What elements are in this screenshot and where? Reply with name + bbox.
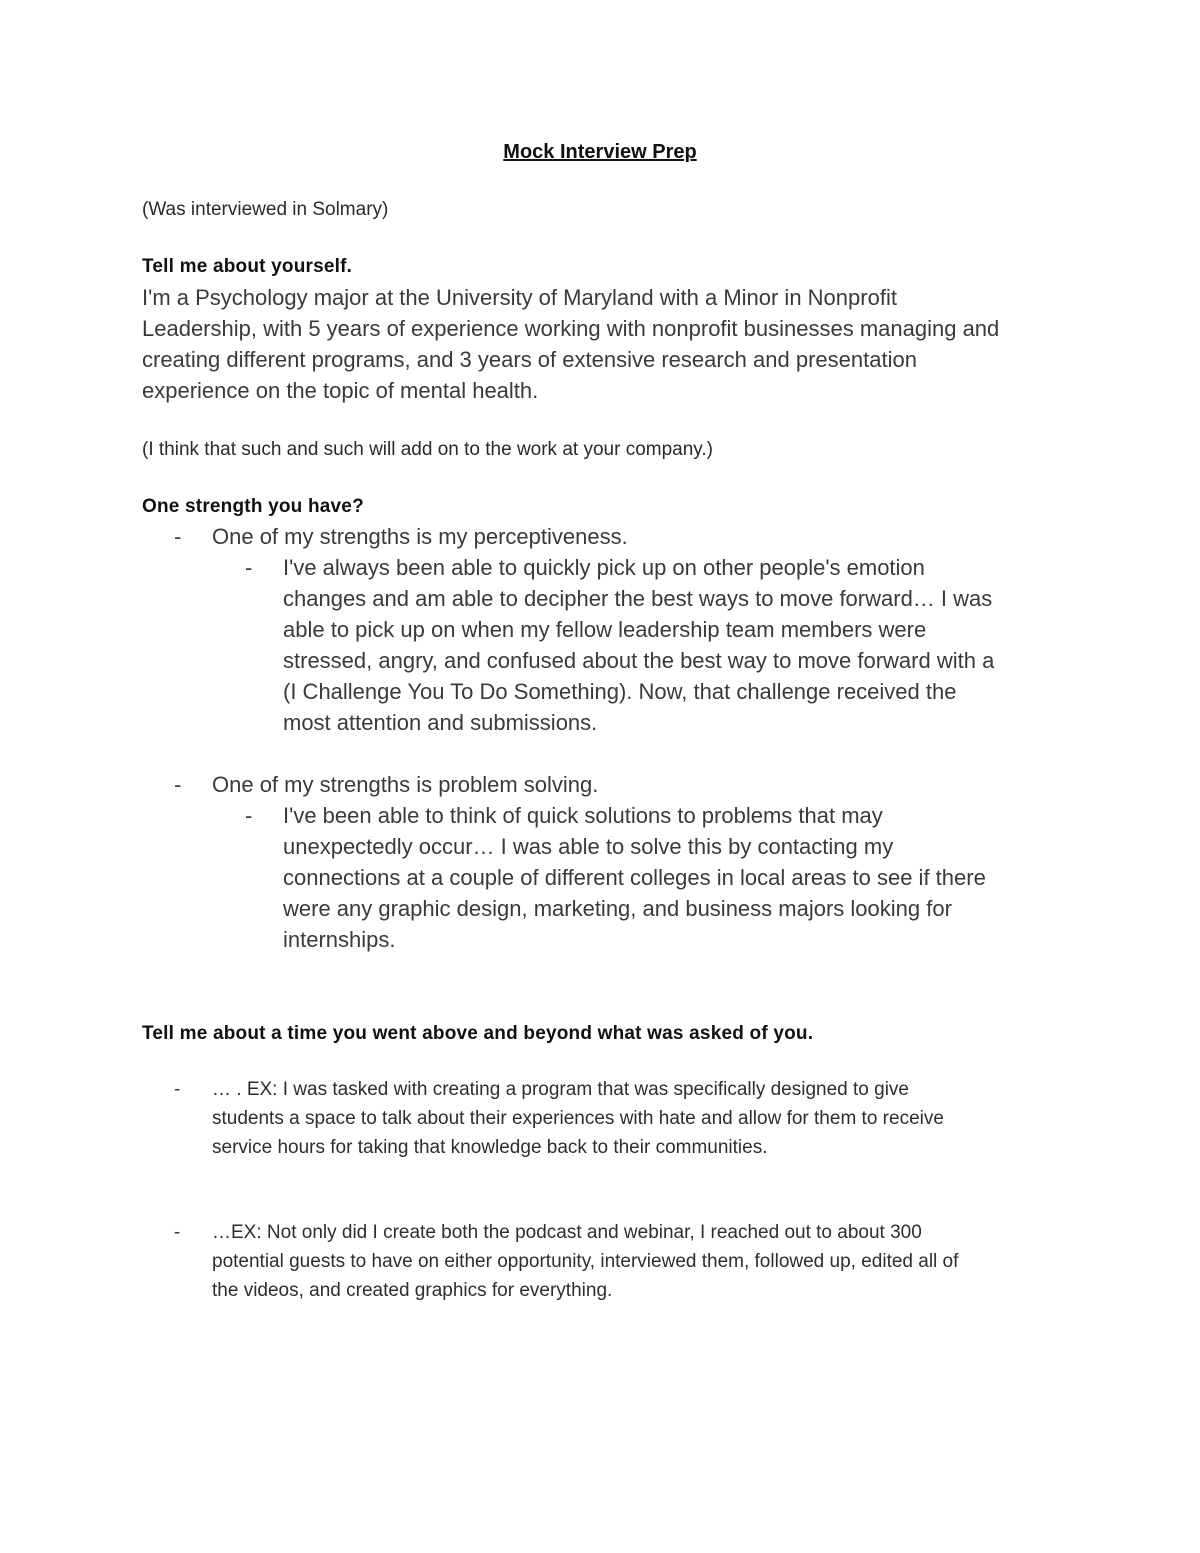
strength-detail-line: (I Challenge You To Do Something). Now, that challenge received the bbox=[283, 679, 957, 704]
question-heading-about-yourself: Tell me about yourself. bbox=[142, 256, 353, 277]
strength-detail-line: I've been able to think of quick solutions to problems that may bbox=[283, 803, 883, 828]
strength-detail-line: internships. bbox=[283, 927, 396, 952]
answer-line: creating different programs, and 3 years of extensive research and presentation bbox=[142, 347, 917, 372]
bullet-dash: - bbox=[174, 772, 182, 797]
company-note: (I think that such and such will add on to the work at your company.) bbox=[142, 439, 713, 460]
intro-note: (Was interviewed in Solmary) bbox=[142, 199, 389, 220]
strength-detail-line: able to pick up on when my fellow leadership team members were bbox=[283, 617, 927, 642]
sub-bullet-dash: - bbox=[245, 555, 253, 580]
strength-detail-line: stressed, angry, and confused about the best way to move forward with a bbox=[283, 648, 995, 673]
example-line: students a space to talk about their experiences with hate and allow for them to receive bbox=[212, 1108, 944, 1129]
question-heading-above-and-beyond: Tell me about a time you went above and beyond what was asked of you. bbox=[142, 1023, 814, 1044]
strength-detail-line: I've always been able to quickly pick up on other people's emotion bbox=[283, 555, 925, 580]
answer-line: experience on the topic of mental health. bbox=[142, 378, 539, 403]
sub-bullet-dash: - bbox=[245, 803, 253, 828]
bullet-dash: - bbox=[174, 1079, 181, 1100]
strength-item-perceptiveness: One of my strengths is my perceptiveness. bbox=[212, 524, 628, 549]
bullet-dash: - bbox=[174, 1222, 181, 1243]
question-heading-strength: One strength you have? bbox=[142, 496, 364, 517]
strength-detail-line: unexpectedly occur… I was able to solve this by contacting my bbox=[283, 834, 894, 859]
strength-detail-line: most attention and submissions. bbox=[283, 710, 598, 735]
answer-line: I'm a Psychology major at the University of Maryland with a Minor in Nonprofit bbox=[142, 285, 897, 310]
strength-item-problem-solving: One of my strengths is problem solving. bbox=[212, 772, 599, 797]
answer-line: Leadership, with 5 years of experience working with nonprofit businesses managing and bbox=[142, 316, 1000, 341]
example-line: … . EX: I was tasked with creating a program that was specifically designed to give bbox=[212, 1079, 909, 1100]
example-line: the videos, and created graphics for everything. bbox=[212, 1280, 613, 1301]
bullet-dash: - bbox=[174, 524, 182, 549]
page-title: Mock Interview Prep bbox=[503, 141, 697, 163]
example-line: potential guests to have on either opportunity, interviewed them, followed up, edited all of bbox=[212, 1251, 959, 1272]
example-line: …EX: Not only did I create both the podcast and webinar, I reached out to about 300 bbox=[212, 1222, 922, 1243]
strength-detail-line: changes and am able to decipher the best ways to move forward… I was bbox=[283, 586, 993, 611]
strength-detail-line: were any graphic design, marketing, and business majors looking for bbox=[283, 896, 952, 921]
example-line: service hours for taking that knowledge back to their communities. bbox=[212, 1137, 768, 1158]
strength-detail-line: connections at a couple of different colleges in local areas to see if there bbox=[283, 865, 986, 890]
